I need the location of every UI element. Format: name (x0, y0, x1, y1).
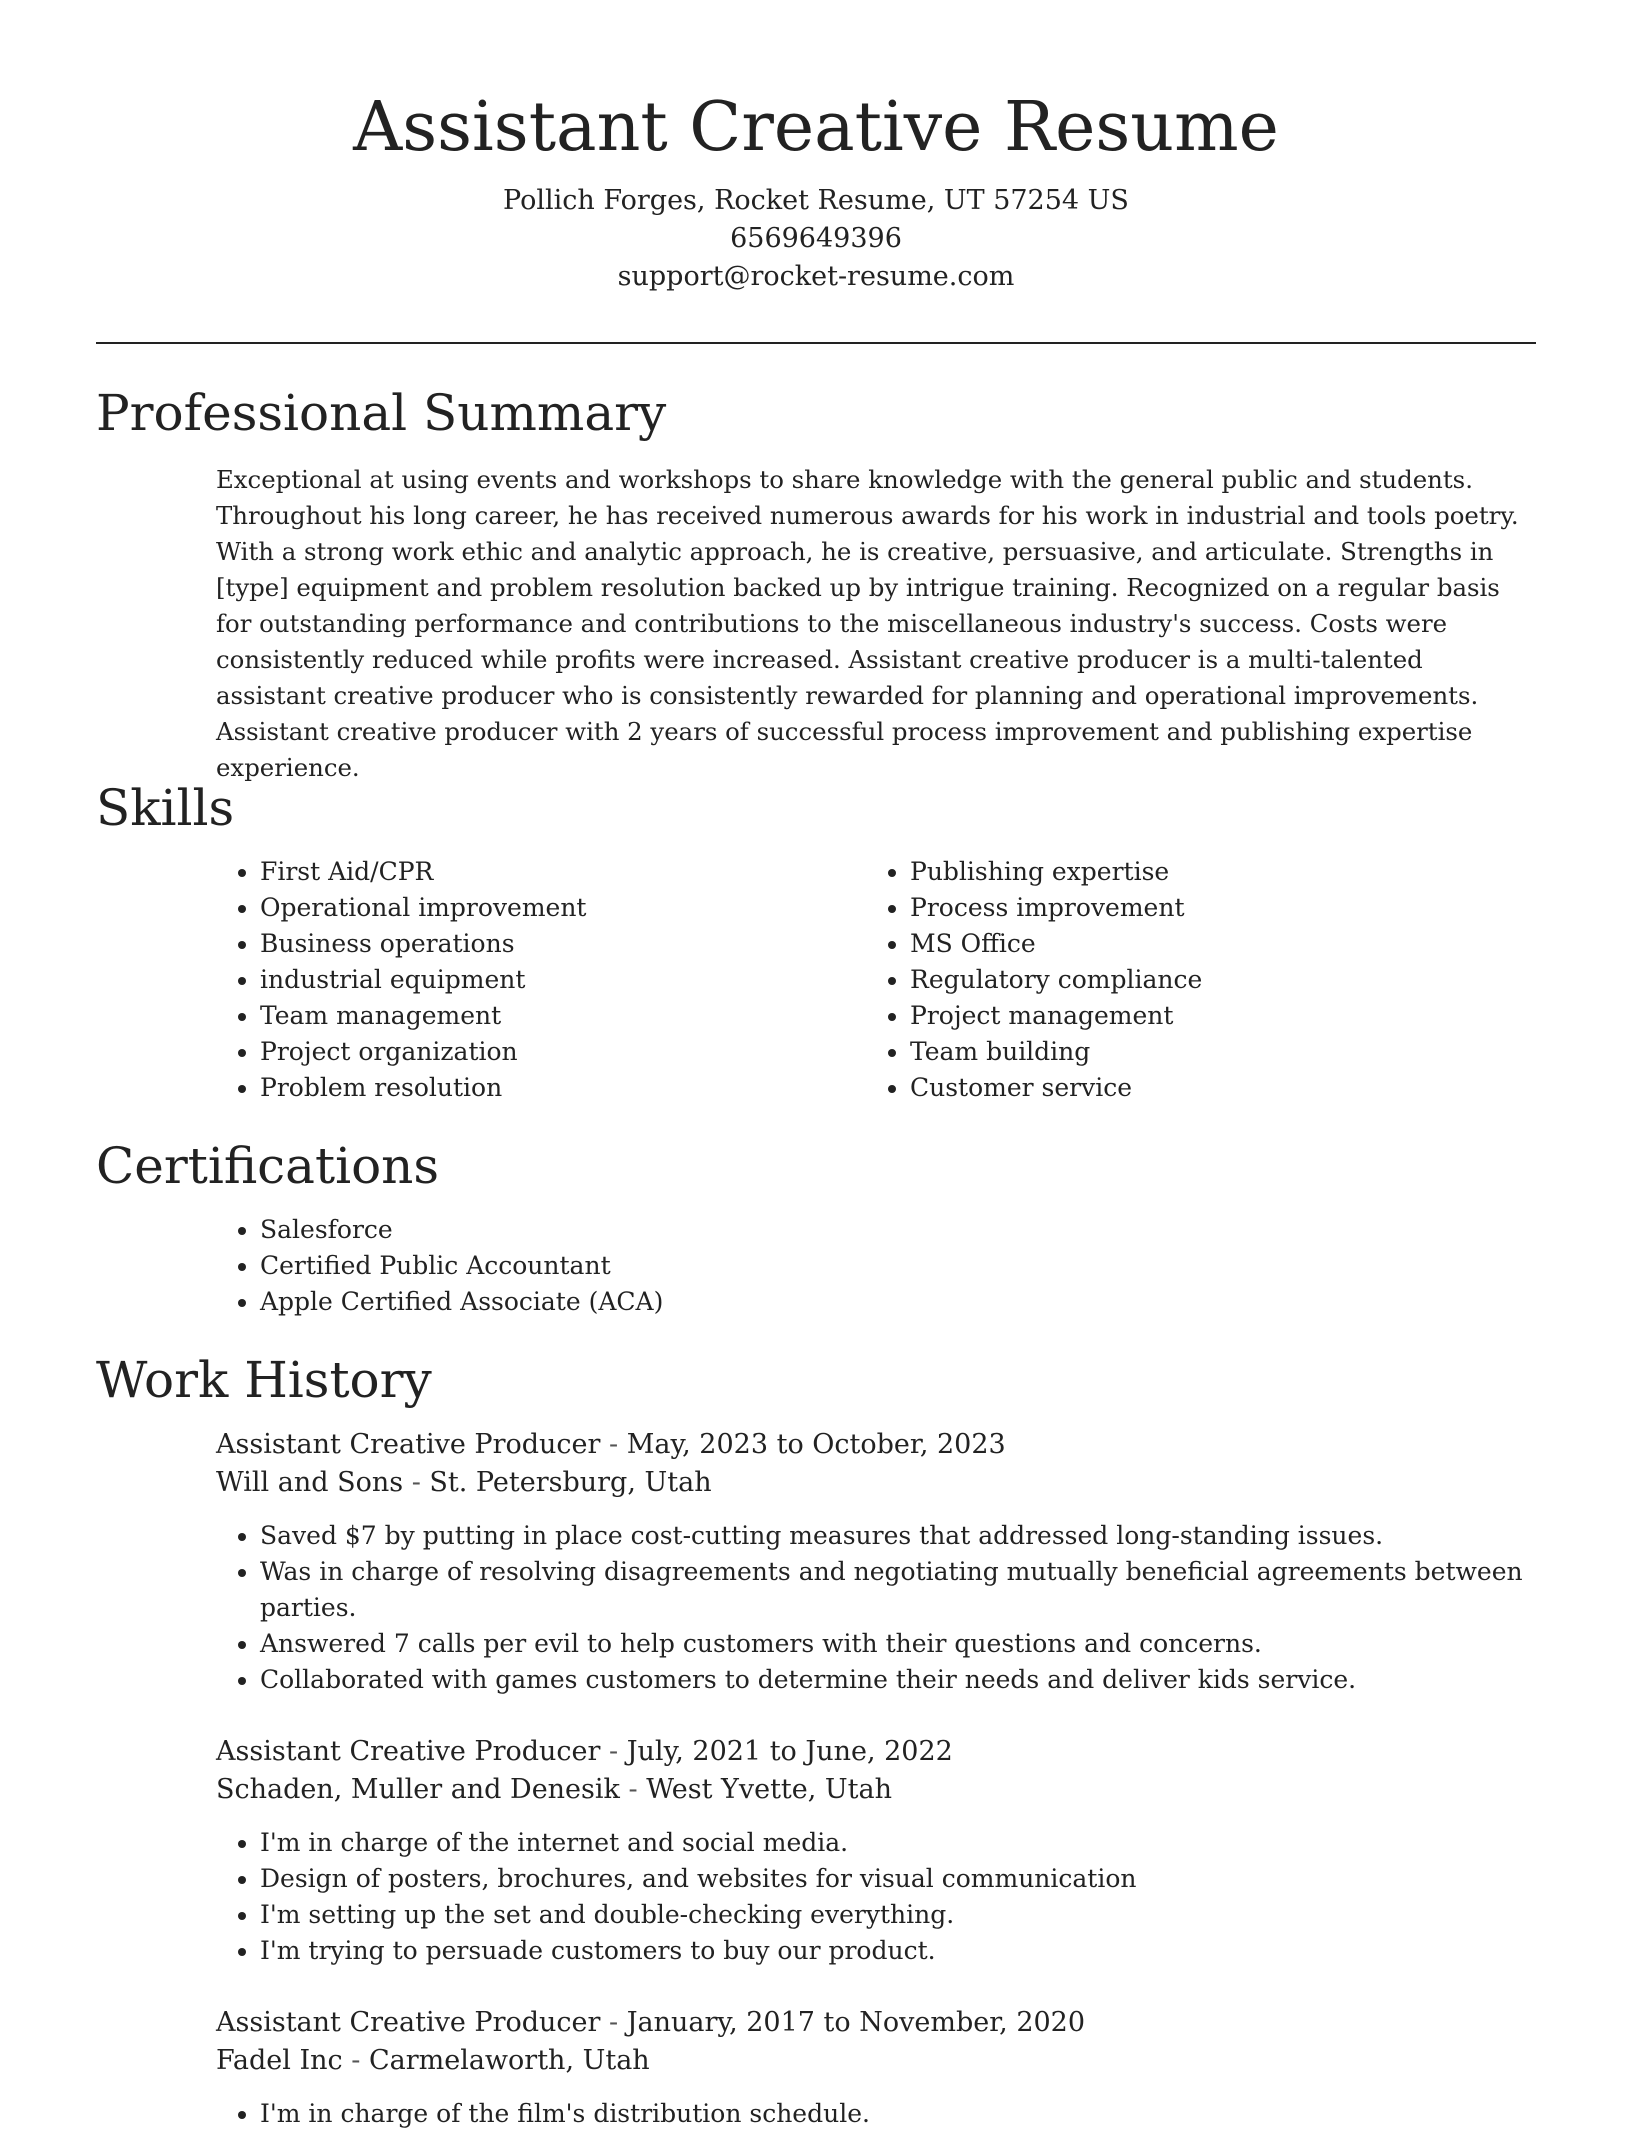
contact-email: support@rocket-resume.com (617, 261, 1015, 292)
separator: - (619, 1774, 647, 1805)
job-location: West Yvette, Utah (646, 1774, 893, 1805)
contact-block (0, 182, 1632, 296)
job-company: Schaden, Muller and Denesik (216, 1774, 620, 1805)
list-item: • Team management (260, 998, 816, 1034)
job-dates: May, 2023 to October, 2023 (626, 1429, 1006, 1460)
list-item: • Was in charge of resolving disagreements and negotiating mutually beneficial agreements between parties. (260, 1554, 1536, 1626)
job-bullets (216, 1825, 1536, 1969)
list-item: • Design of posters, brochures, and websites for visual communication (260, 1861, 1536, 1897)
skills-column-left (216, 854, 816, 1106)
skills-column-right (866, 854, 1506, 1106)
separator: - (403, 1467, 430, 1498)
resume-title: Assistant Creative Resume (353, 88, 1279, 167)
separator: - (600, 2007, 627, 2038)
list-item: • Salesforce (260, 1212, 663, 1248)
work-history-heading: Work History (96, 1351, 432, 1409)
summary-text: Exceptional at using events and workshops to share knowledge with the general public and students. Throughout his long career, he has received numerous awards for his work in industrial and tools poetry. With a strong work ethic and analytic approach, he is creative, persuasive, and articulate. Strengths in [type] equipment and problem resolution backed up by intrigue training. Recognized on a regular basis for outstanding performance and contributions to the miscellaneous industry's success. Costs were consistently reduced while profits were increased. Assistant creative producer is a multi-talented assistant creative producer who is consistently rewarded for planning and operational improvements. Assistant creative producer with 2 years of successful process improvement and publishing expertise experience. (216, 465, 1519, 782)
skills-list-right (866, 854, 1506, 1106)
job-role: Assistant Creative Producer (216, 1429, 601, 1460)
list-item: • Certified Public Accountant (260, 1248, 663, 1284)
list-item: • I'm trying to persuade customers to buy our product. (260, 1933, 1536, 1969)
job-entry (216, 1733, 1536, 1969)
list-item: • I'm setting up the set and double-checking everything. (260, 1897, 1536, 1933)
job-company: Fadel Inc (216, 2045, 343, 2076)
job-company-line (216, 1771, 1536, 1809)
list-item: • I'm in charge of the internet and social media. (260, 1825, 1536, 1861)
list-item: • Business operations (260, 926, 816, 962)
list-item: • Problem resolution (260, 1070, 816, 1106)
job-role: Assistant Creative Producer (216, 1736, 601, 1767)
summary-heading: Professional Summary (96, 384, 667, 442)
list-item: • Customer service (910, 1070, 1506, 1106)
list-item: • MS Office (910, 926, 1506, 962)
list-item: • Project management (910, 998, 1506, 1034)
list-item: • Project organization (260, 1034, 816, 1070)
list-item: • Collaborated with games customers to determine their needs and deliver kids service. (260, 1662, 1536, 1698)
list-item: • Process improvement (910, 890, 1506, 926)
contact-phone: 6569649396 (730, 223, 902, 254)
job-company-line (216, 2042, 1536, 2080)
job-title-line (216, 2004, 1536, 2042)
list-item: • Regulatory compliance (910, 962, 1506, 998)
job-company-line (216, 1464, 1536, 1502)
list-item: • I'm in charge of the film's distribution schedule. (260, 2096, 1536, 2132)
list-item: • Publishing expertise (910, 854, 1506, 890)
job-dates: January, 2017 to November, 2020 (626, 2007, 1086, 2038)
list-item: • Team building (910, 1034, 1506, 1070)
header-divider (96, 342, 1536, 344)
job-bullets (216, 1518, 1536, 1698)
job-title-line (216, 1733, 1536, 1771)
job-title-line (216, 1426, 1536, 1464)
list-item: • Saved $7 by putting in place cost-cutting measures that addressed long-standing issues. (260, 1518, 1536, 1554)
job-entry (216, 1426, 1536, 1698)
job-dates: July, 2021 to June, 2022 (626, 1736, 953, 1767)
list-item: • Answered 7 calls per evil to help customers with their questions and concerns. (260, 1626, 1536, 1662)
resume-header (0, 0, 1632, 296)
separator: - (342, 2045, 369, 2076)
certifications-heading: Certifications (96, 1137, 440, 1195)
job-company: Will and Sons (216, 1467, 404, 1498)
job-location: Carmelaworth, Utah (368, 2045, 650, 2076)
job-role: Assistant Creative Producer (216, 2007, 601, 2038)
list-item: • Apple Certified Associate (ACA) (260, 1284, 663, 1320)
job-entry (216, 2004, 1536, 2132)
job-bullets (216, 2096, 1536, 2132)
certifications-block (216, 1212, 663, 1320)
skills-list-left (216, 854, 816, 1106)
separator: - (600, 1429, 627, 1460)
skills-heading: Skills (96, 779, 235, 837)
list-item: • First Aid/CPR (260, 854, 816, 890)
list-item: • Operational improvement (260, 890, 816, 926)
separator: - (600, 1736, 627, 1767)
certifications-list (216, 1212, 663, 1320)
job-location: St. Petersburg, Utah (429, 1467, 712, 1498)
contact-address: Pollich Forges, Rocket Resume, UT 57254 US (503, 185, 1129, 216)
list-item: • industrial equipment (260, 962, 816, 998)
